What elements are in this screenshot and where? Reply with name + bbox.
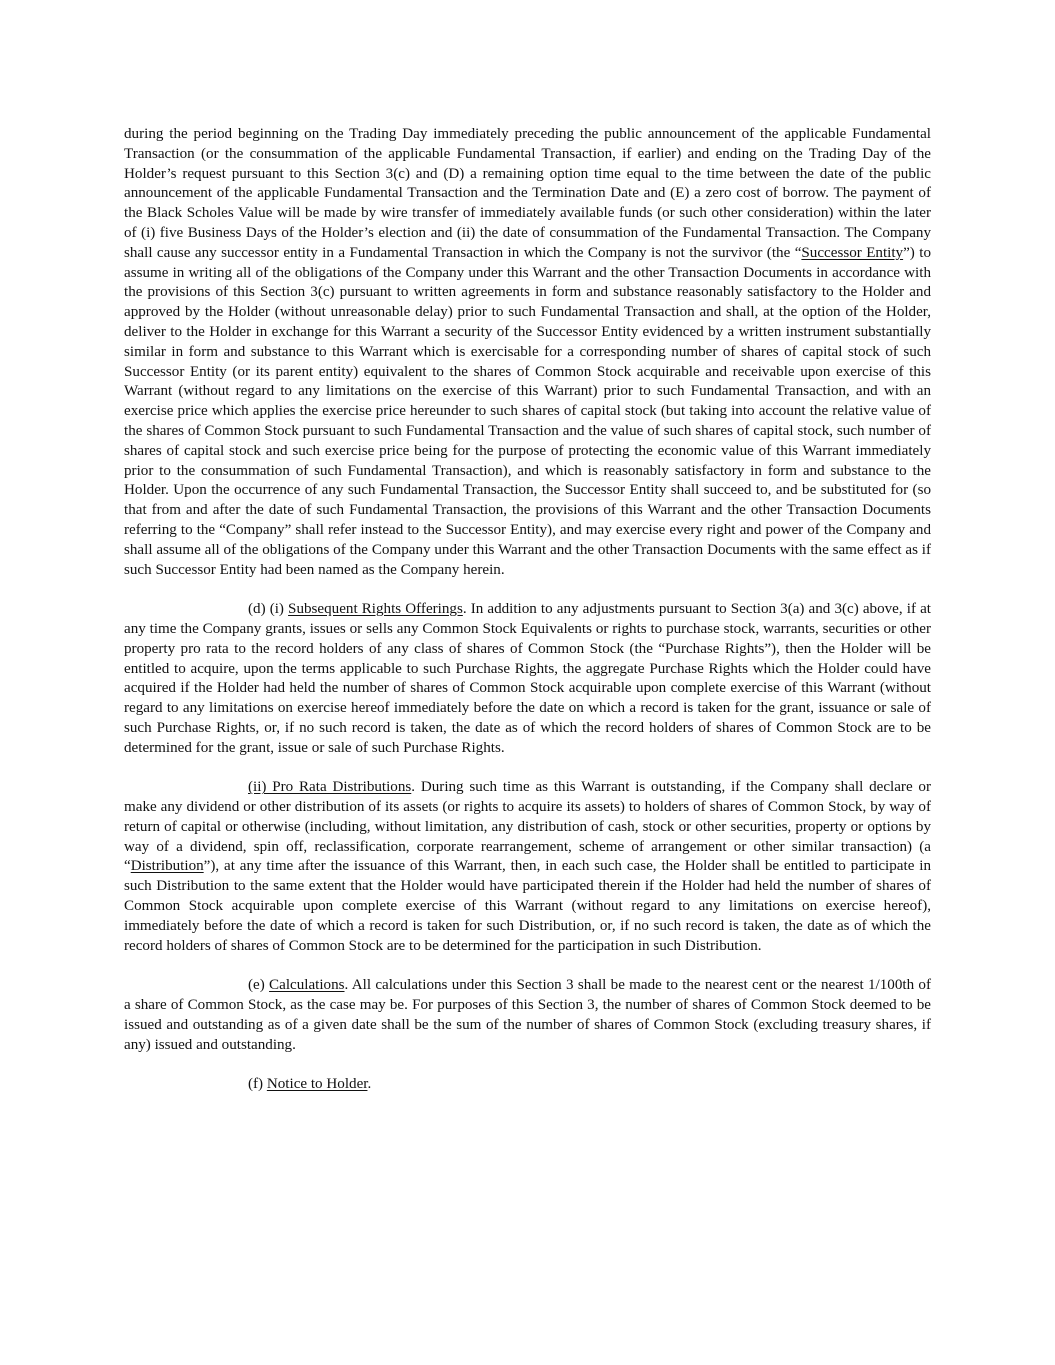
paragraph-text: during the period beginning on the Trading Day immediately preceding the public announcement of the applicable Fundamental Transaction (or the consummation of the applicable Fundamental Transaction, if earlier) and ending on the Trading Day of the Holder’s request pursuant to this Section 3(c) and (D) a remaining option time equal to the time between the date of the public announcement of the applicable Fundamental Transaction and the Termination Date and (E) a zero cost of borrow. The payment of the Black Scholes Value will be made by wire transfer of immediately available funds (or such other consideration) within the later of (i) five Business Days of the Holder’s election and (ii) the date of consummation of the Fundamental Transaction. The Company shall cause any successor entity in a Fundamental Transaction in which the Company is not the survivor (the “: [124, 126, 931, 261]
document-page: [124, 125, 931, 1095]
section-heading: Calculations: [269, 977, 345, 994]
section-prefix: (d) (i): [248, 601, 289, 618]
section-heading: Subsequent Rights Offerings: [288, 601, 463, 618]
paragraph-pro-rata-distributions: [124, 778, 931, 956]
paragraph-fundamental-transaction: [124, 125, 931, 580]
paragraph-calculations: [124, 976, 931, 1055]
defined-term-successor-entity: Successor Entity: [801, 244, 904, 261]
paragraph-text: . During such time as this Warrant is outstanding, if the Company shall declare or make any dividend or other distribution of its assets (or rights to acquire its assets) to holders of shares of Common Stock, by way of return of capital or otherwise (including, without limitation, any distribution of cash, stock or other securities, property or options by way of a dividend, spin off, reclassification, corporate rearrangement, scheme of arrangement or other similar transaction) (a “: [124, 779, 932, 875]
paragraph-text: ”) to assume in writing all of the obligations of the Company under this Warrant and the other Transaction Documents in accordance with the provisions of this Section 3(c) pursuant to written agreements in form and substance reasonably satisfactory to the Holder and approved by the Holder (without unreasonable delay) prior to such Fundamental Transaction and shall, at the option of the Holder, deliver to the Holder in exchange for this Warrant a security of the Successor Entity evidenced by a written instrument substantially similar in form and substance to this Warrant which is exercisable for a corresponding number of shares of capital stock of such Successor Entity (or its parent entity) equivalent to the shares of Common Stock acquirable and receivable upon exercise of this Warrant (without regard to any limitations on the exercise of this Warrant) prior to such Fundamental Transaction, and with an exercise price which applies the exercise price hereunder to such shares of capital stock (but taking into account the relative value of the shares of Common Stock pursuant to such Fundamental Transaction and the value of such shares of capital stock, such number of shares of capital stock and such exercise price being for the purpose of protecting the economic value of this Warrant immediately prior to the consummation of such Fundamental Transaction), and which is reasonably satisfactory in form and substance to the Holder. Upon the occurrence of any such Fundamental Transaction, the Successor Entity shall succeed to, and be substituted for (so that from and after the date of such Fundamental Transaction, the provisions of this Warrant and the other Transaction Documents referring to the “Company” shall refer instead to the Successor Entity), and may exercise every right and power of the Company and shall assume all of the obligations of the Company under this Warrant and the other Transaction Documents with the same effect as if such Successor Entity had been named as the Company herein.: [124, 244, 931, 578]
defined-term-distribution: Distribution: [130, 858, 204, 875]
paragraph-text: ”), at any time after the issuance of this Warrant, then, in each such case, the Holder shall be entitled to participate in such Distribution to the same extent that the Holder would have participated therein if the Holder had held the number of shares of Common Stock acquirable upon complete exercise of this Warrant (without regard to any limitations on exercise hereof), immediately before the date of which a record is taken for such Distribution, or, if no such record is taken, the date as of which the record holders of shares of Common Stock are to be determined for the participation in such Distribution.: [124, 858, 931, 954]
paragraph-text: .: [367, 1076, 372, 1093]
paragraph-text: . All calculations under this Section 3 shall be made to the nearest cent or the nearest 1/100th of a share of Common Stock, as the case may be. For purposes of this Section 3, the number of shares of Common Stock deemed to be issued and outstanding as of a given date shall be the sum of the number of shares of Common Stock (excluding treasury shares, if any) issued and outstanding.: [124, 977, 931, 1053]
paragraph-notice-to-holder: [124, 1075, 931, 1095]
section-heading: (ii) Pro Rata Distributions: [248, 779, 412, 796]
section-prefix: (e): [248, 977, 270, 994]
paragraph-text: . In addition to any adjustments pursuant to Section 3(a) and 3(c) above, if at any time the Company grants, issues or sells any Common Stock Equivalents or rights to purchase stock, warrants, securities or other property pro rata to the record holders of any class of shares of Common Stock (the “Purchase Rights”), then the Holder will be entitled to acquire, upon the terms applicable to such Purchase Rights, the aggregate Purchase Rights which the Holder could have acquired if the Holder had held the number of shares of Common Stock acquirable upon complete exercise of this Warrant (without regard to any limitations on exercise hereof immediately before the date on which a record is taken for the grant, issuance or sale of such Purchase Rights, or, if no such record is taken, the date as of which the record holders of shares of Common Stock are to be determined for the grant, issue or sale of such Purchase Rights.: [124, 601, 931, 756]
paragraph-subsequent-rights-offerings: [124, 600, 931, 758]
section-heading: Notice to Holder: [266, 1076, 368, 1093]
section-prefix: (f): [248, 1076, 267, 1093]
